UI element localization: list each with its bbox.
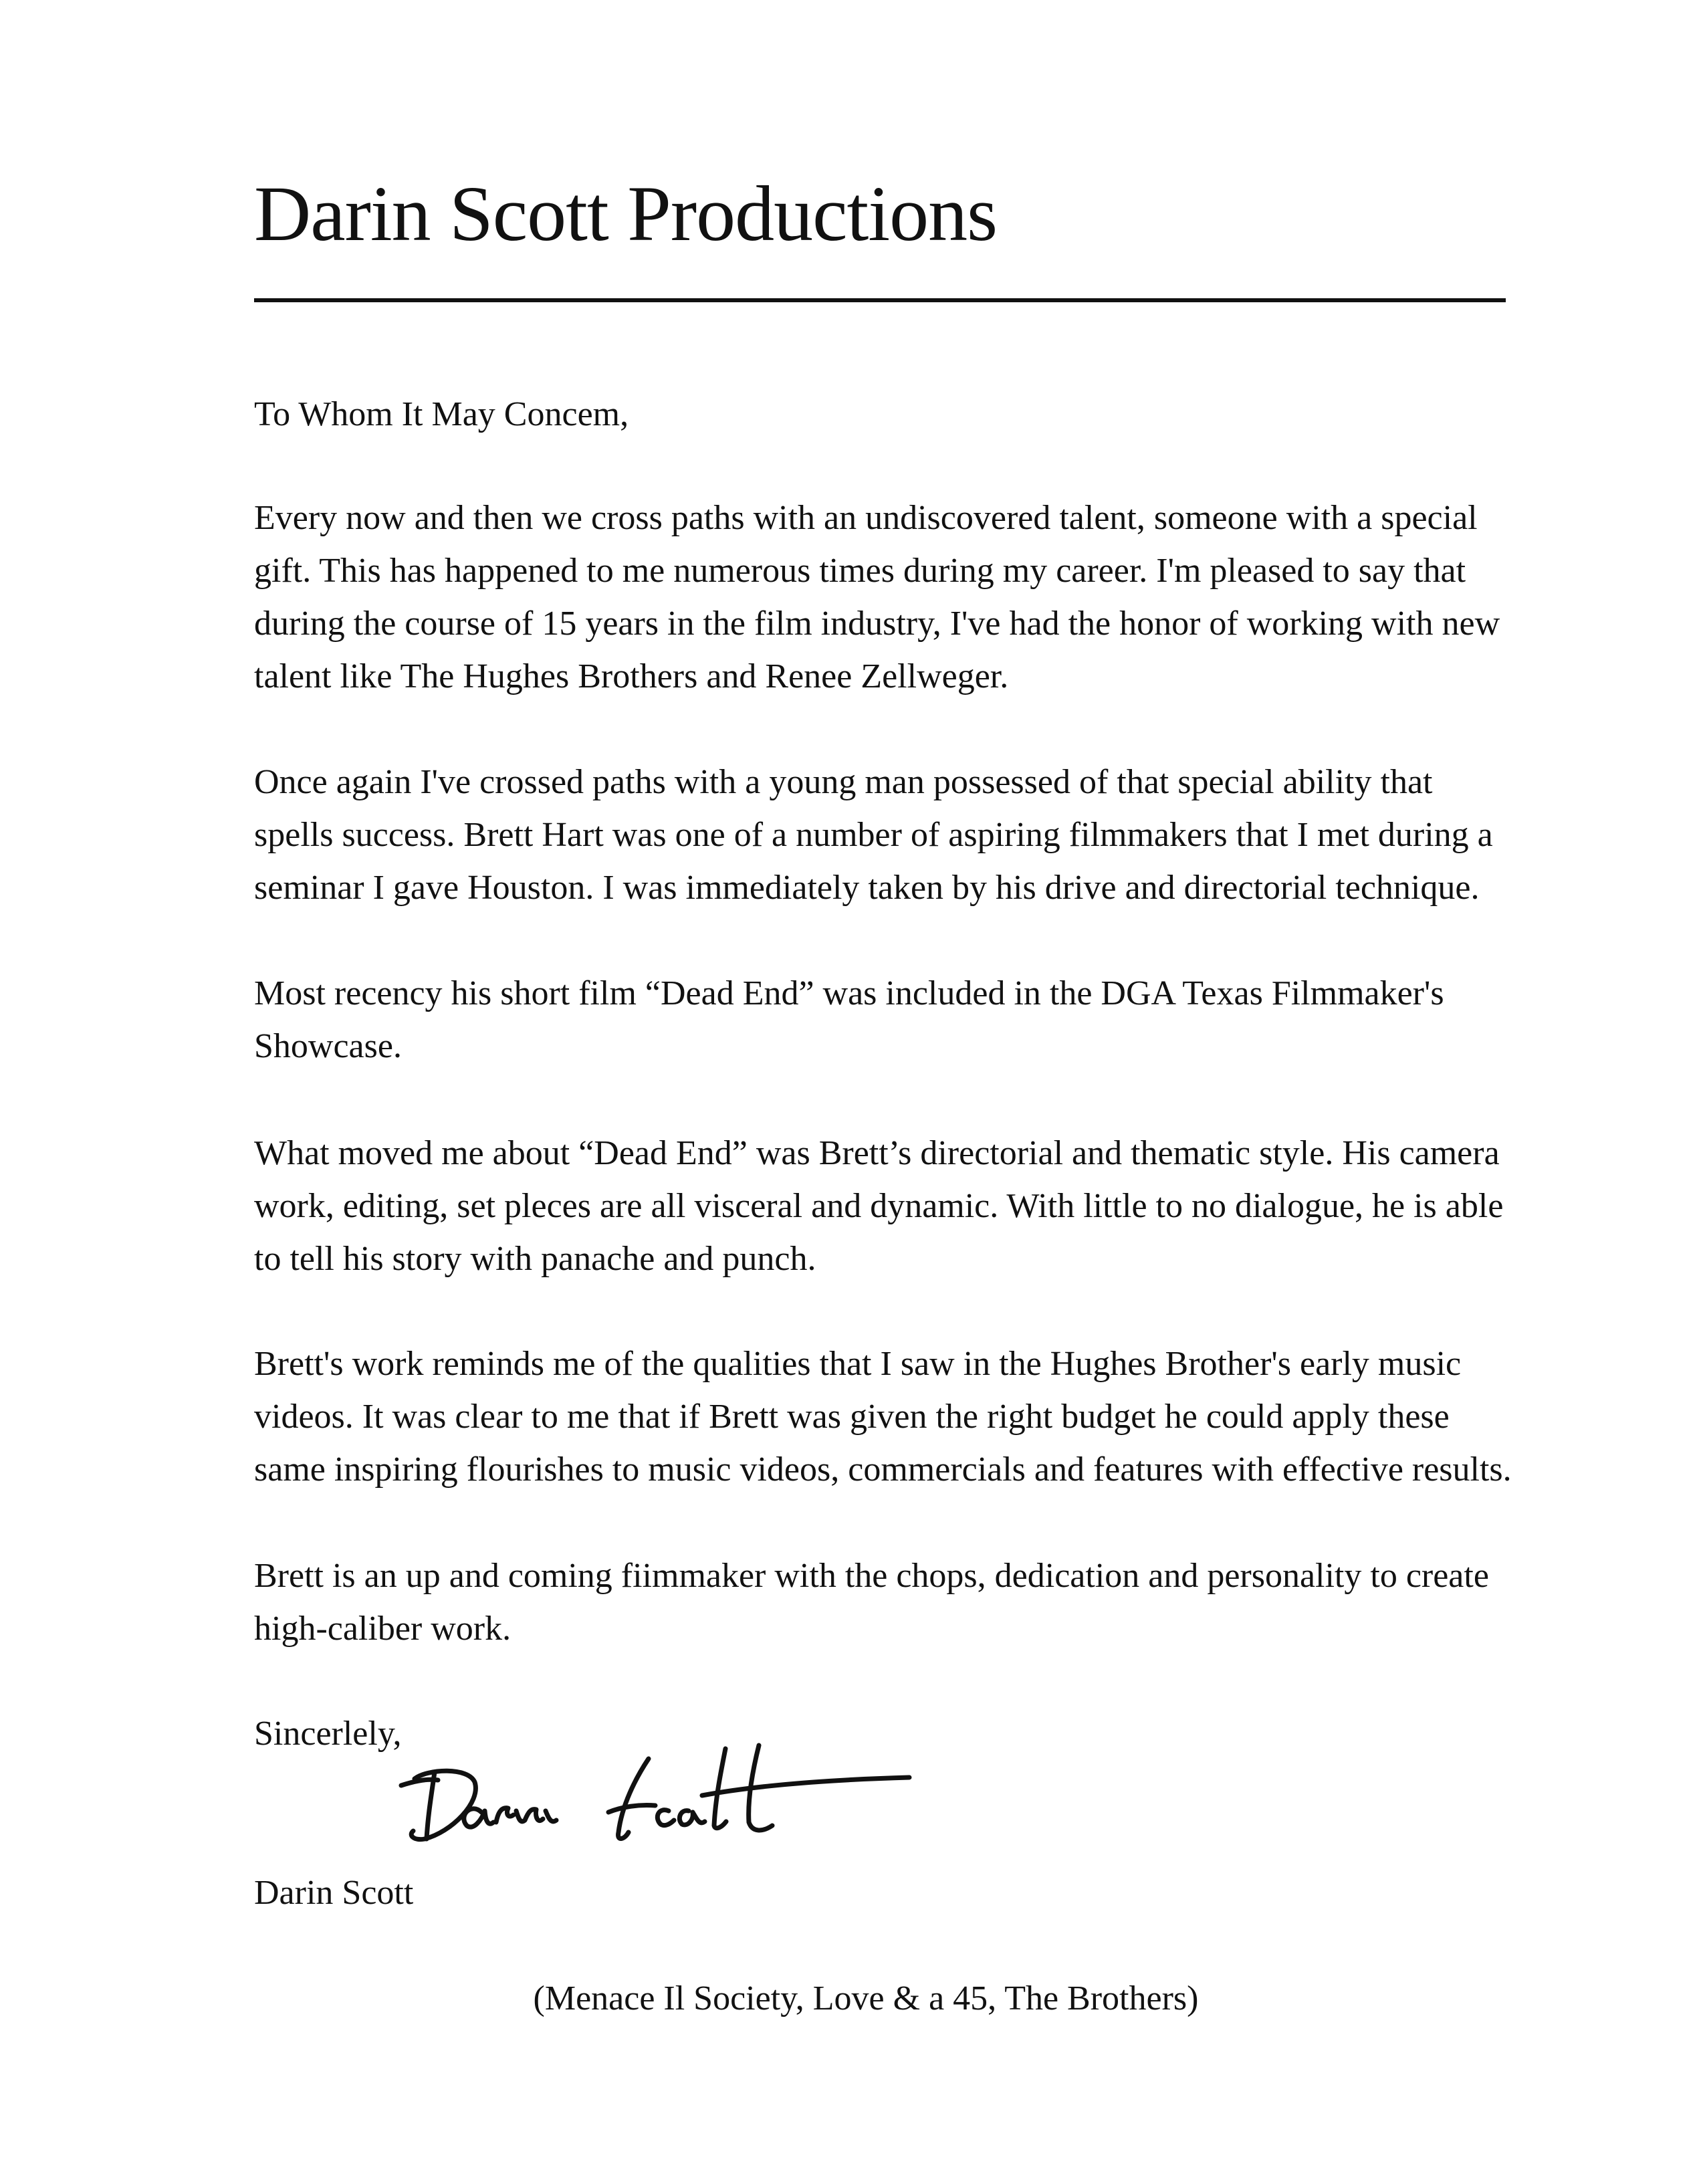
signer-credits: (Menace Il Society, Love & a 45, The Brothers) [533,1979,1199,2017]
paragraph-dead-end-showcase: Most recency his short film “Dead End” was included in the DGA Texas Filmmaker's Showcase. [254,974,1444,1065]
closing: Sincerlely, [254,1715,402,1753]
salutation: To Whom It May Concem, [254,395,629,433]
paragraph-conclusion: Brett is an up and coming fiimmaker with the chops, dedication and personality to create high-caliber work. [254,1557,1489,1648]
paragraph-style: What moved me about “Dead End” was Brett’s directorial and thematic style. His camera work, editing, set pleces are all visceral and dynamic. With little to no dialogue, he is able to tell his story with panache and punch. [254,1134,1504,1278]
letterhead-divider [254,298,1506,302]
paragraph-brett-meeting: Once again I've crossed paths with a young man possessed of that special ability that spells success. Brett Hart was one of a number of aspiring filmmakers that I met during a seminar I gave Houston. I was immediately taken by his drive and directorial technique. [254,763,1493,907]
company-name: Darin Scott Productions [254,170,998,257]
signer-name: Darin Scott [254,1874,414,1912]
handwritten-signature [388,1732,923,1872]
paragraph-intro: Every now and then we cross paths with an undiscovered talent, someone with a special gift. This has happened to me numerous times during my career. I'm pleased to say that during the course of 15 years in the film industry, I've had the honor of working with new talent like The Hughes Brothers and Renee Zellweger. [254,499,1500,695]
paragraph-comparison: Brett's work reminds me of the qualities that I saw in the Hughes Brother's early music videos. It was clear to me that if Brett was given the right budget he could apply these same inspiring flourishes to music videos, commercials and features with effective results. [254,1345,1512,1489]
